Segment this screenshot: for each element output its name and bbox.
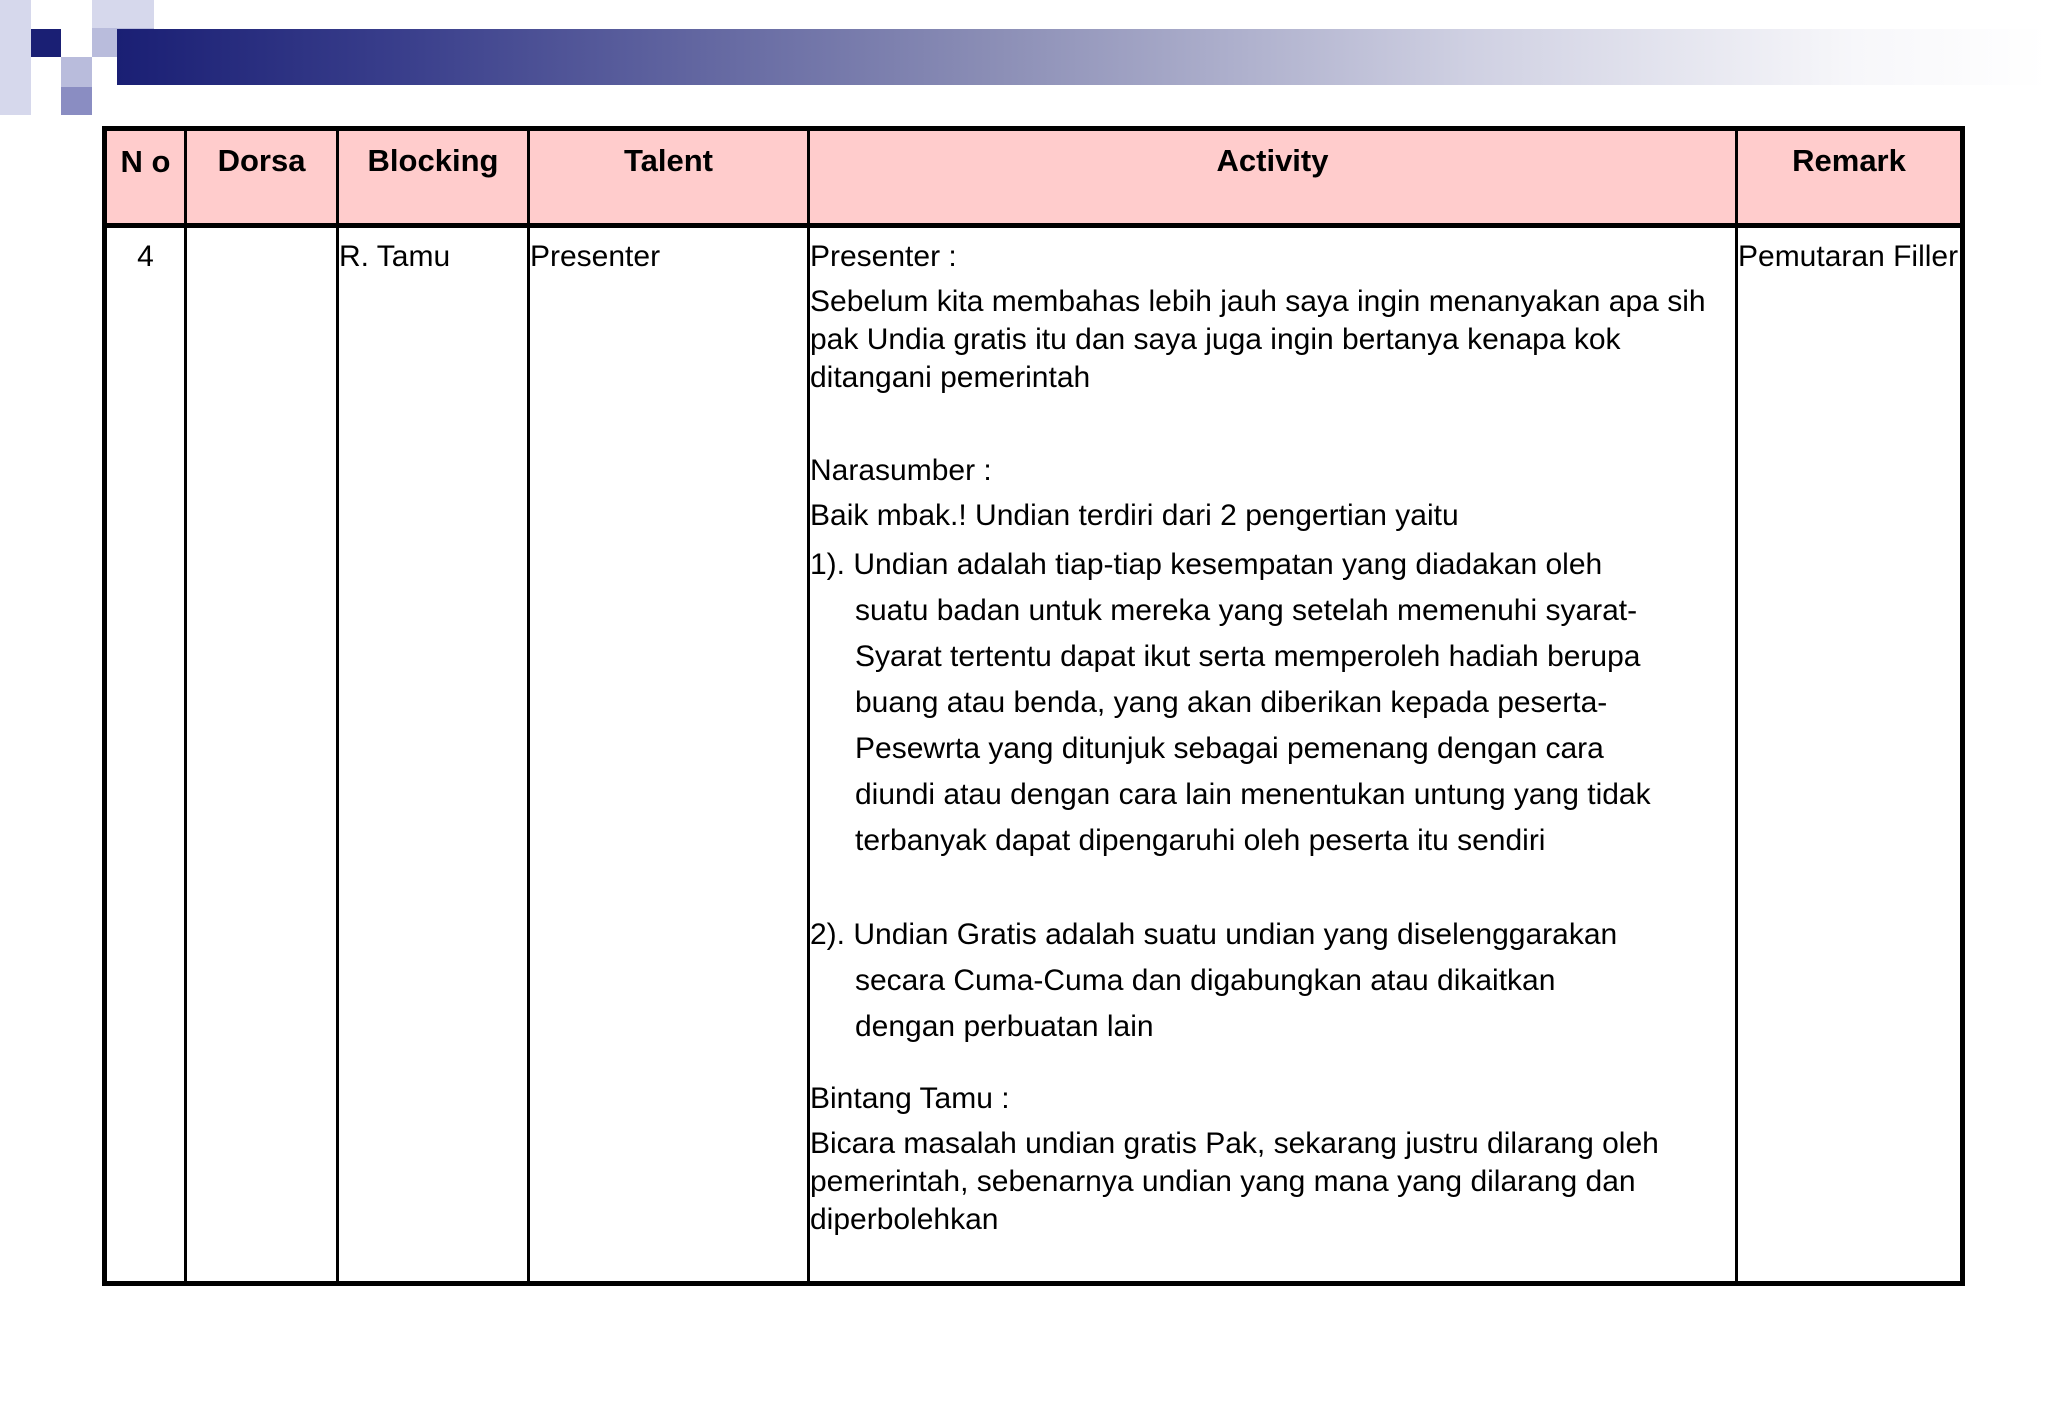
presenter-text: Sebelum kita membahas lebih jauh saya ingin menanyakan apa sih pak Undia gratis itu dan saya juga ingin bertanya kenapa kok ditangani pemerintah [810,285,1706,394]
header-remark-label: Remark [1792,143,1906,178]
item-1-line: terbanyak dapat dipengaruhi oleh peserta itu sendiri [855,824,1546,857]
decor-square [31,29,61,57]
cell-remark: Pemutaran Filler [1737,226,1963,1284]
item-1-line: suatu badan untuk mereka yang setelah memenuhi syarat- [855,594,1638,627]
table-row [105,226,1963,1284]
item-1-line: Pesewrta yang ditunjuk sebagai pemenang dengan cara [855,732,1604,765]
header-dorsa [186,129,338,226]
table-header-row [105,129,1963,226]
header-talent [529,129,809,226]
cell-activity [809,226,1737,1284]
cell-no: 4 [105,226,186,1284]
header-no [105,129,186,226]
header-dorsa-label: Dorsa [217,143,306,178]
header-gradient-bar [117,29,2048,85]
item-1-line: buang atau benda, yang akan diberikan kepada peserta- [855,686,1608,719]
cell-dorsa [186,226,338,1284]
spacer [810,864,1735,912]
narasumber-intro: Baik mbak.! Undian terdiri dari 2 pengertian yaitu [810,499,1459,532]
item-2-line: 2). Undian Gratis adalah suatu undian yang diselenggarakan [810,918,1618,951]
script-table [102,126,1965,1286]
header-remark [1737,129,1963,226]
item-1-line: diundi atau dengan cara lain menentukan untung yang tidak [855,778,1651,811]
cell-talent: Presenter [529,226,809,1284]
header-talent-label: Talent [624,143,713,178]
header-activity-label: Activity [1216,143,1329,178]
header-activity [809,129,1737,226]
decor-square [92,0,154,28]
decor-square [61,87,92,115]
spacer [810,404,1735,452]
header-no-label: N o [120,144,171,179]
item-1-line: Syarat tertentu dapat ikut serta memperoleh hadiah berupa [855,640,1641,673]
header-blocking-label: Blocking [367,143,499,178]
presenter-label: Presenter : [810,240,957,273]
narasumber-item-2 [810,912,1735,1050]
cell-blocking: R. Tamu [338,226,529,1284]
decor-square [61,57,92,87]
narasumber-item-1 [810,542,1735,864]
item-2-line: secara Cuma-Cuma dan digabungkan atau dikaitkan [855,964,1556,997]
header-blocking [338,129,529,226]
item-2-line: dengan perbuatan lain [855,1010,1154,1043]
narasumber-label: Narasumber : [810,454,992,487]
item-1-line: 1). Undian adalah tiap-tiap kesempatan yang diadakan oleh [810,548,1603,581]
bintang-tamu-label: Bintang Tamu : [810,1082,1010,1115]
decor-square [31,57,61,87]
decor-square [0,0,31,115]
spacer [810,1050,1735,1080]
bintang-tamu-text: Bicara masalah undian gratis Pak, sekarang justru dilarang oleh pemerintah, sebenarnya undian yang mana yang dilarang dan diperbolehkan [810,1127,1659,1236]
